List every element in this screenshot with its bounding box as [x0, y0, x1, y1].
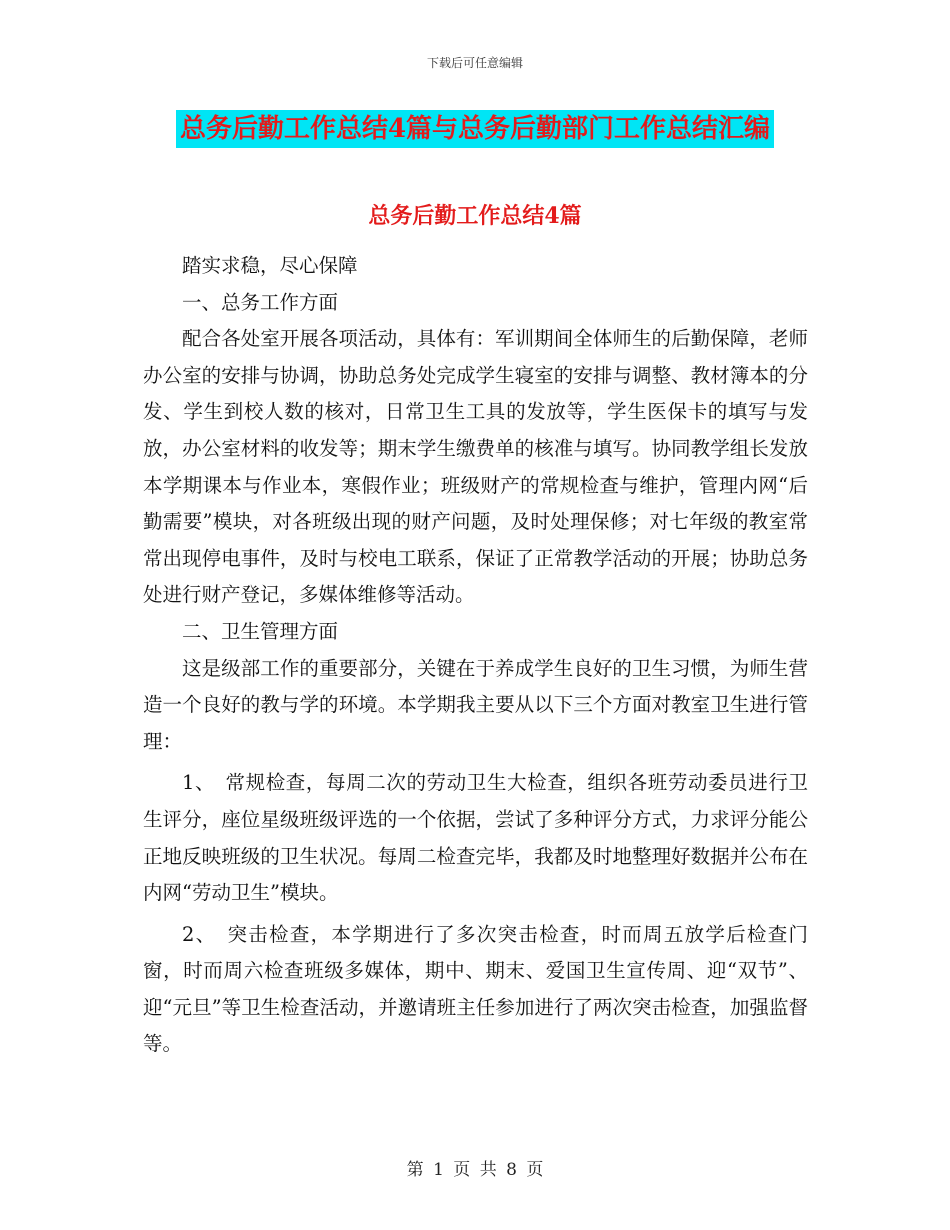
- main-title-wrap: [0, 110, 950, 148]
- sub-title: 总务后勤工作总结4篇: [368, 203, 582, 229]
- list-item-surprise-check: 2、 突击检查，本学期进行了多次突击检查，时而周五放学后检查门窗，时而周六检查班级多媒体，期中、期末、爱国卫生宣传周、迎“双节”、迎“元旦”等卫生检查活动，并邀请班主任参加进行了两次突击检查，加强监督等。: [143, 922, 808, 1056]
- paragraph-hygiene-intro: 这是级部工作的重要部分，关键在于养成学生良好的卫生习惯，为师生营造一个良好的教与学的环境。本学期我主要从以下三个方面对教室卫生进行管理：: [143, 656, 808, 753]
- page-footer: 第 1 页 共 8 页: [406, 1160, 544, 1180]
- paragraph-intro: 踏实求稳，尽心保障: [182, 254, 358, 277]
- header-note: 下载后可任意编辑: [426, 56, 523, 70]
- section-heading-general: 一、总务工作方面: [182, 290, 339, 314]
- document-body: [143, 248, 808, 1063]
- section-heading-hygiene: 二、卫生管理方面: [182, 619, 339, 643]
- main-title: 总务后勤工作总结4篇与总务后勤部门工作总结汇编: [176, 110, 774, 148]
- paragraph-general-work: 配合各处室开展各项活动，具体有：军训期间全体师生的后勤保障，老师办公室的安排与协调，协助总务处完成学生寝室的安排与调整、教材簿本的分发、学生到校人数的核对，日常卫生工具的发放等，学生医保卡的填写与发放，办公室材料的收发等；期末学生缴费单的核准与填写。协同教学组长发放本学期课本与作业本，寒假作业；班级财产的常规检查与维护，管理内网“后勤需要”模块，对各班级出现的财产问题，及时处理保修；对七年级的教室常常出现停电事件，及时与校电工联系，保证了正常教学活动的开展；协助总务处进行财产登记，多媒体维修等活动。: [143, 327, 808, 607]
- list-item-routine-check: 1、 常规检查，每周二次的劳动卫生大检查，组织各班劳动委员进行卫生评分，座位星级班级评选的一个依据，尝试了多种评分方式，力求评分能公正地反映班级的卫生状况。每周二检查完毕，我都及时地整理好数据并公布在内网“劳动卫生”模块。: [143, 771, 808, 905]
